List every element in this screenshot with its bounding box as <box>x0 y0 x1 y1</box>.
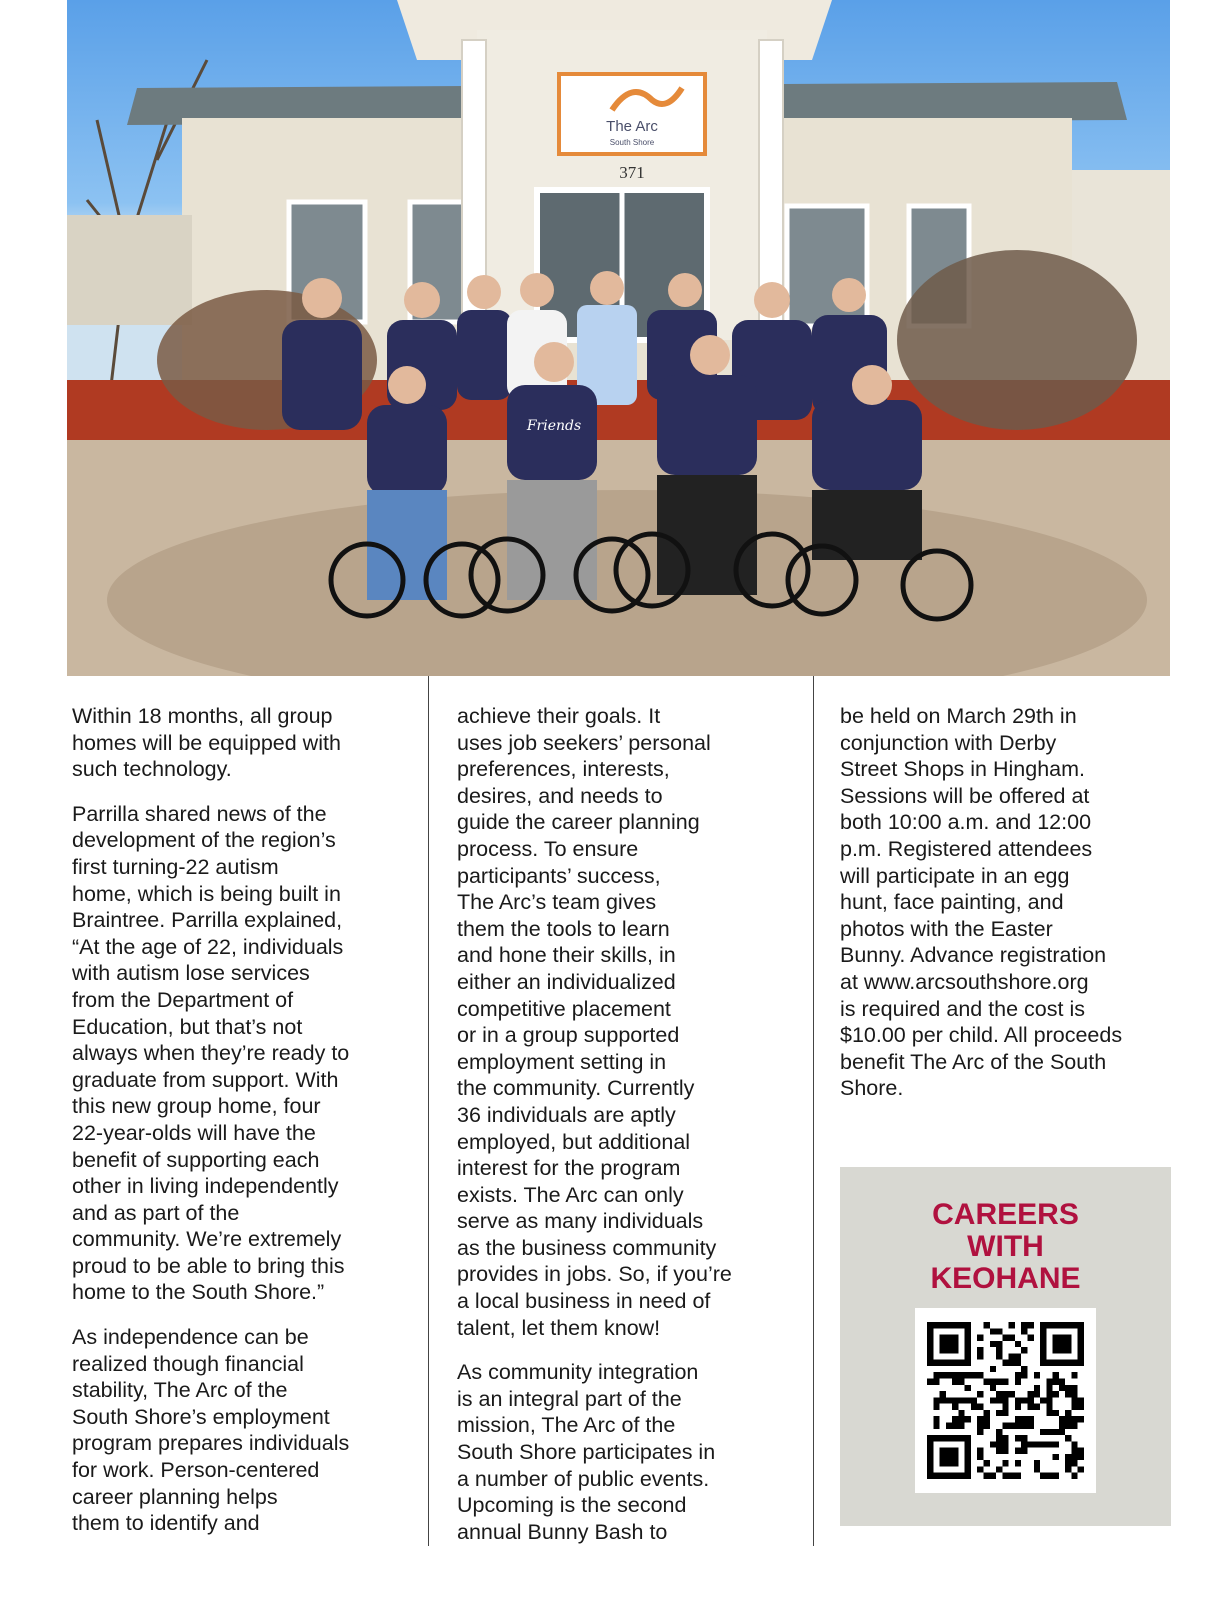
svg-text:South Shore: South Shore <box>609 138 655 147</box>
paragraph: As community integration is an integral part of the mission, The Arc of the South Shore participates in a number of public events. Upcoming is the second annual Bunny Bash to <box>457 1360 716 1544</box>
paragraph: Within 18 months, all group homes will be equipped with such technology. <box>72 704 341 782</box>
building-illustration <box>67 0 1170 676</box>
address-number: 371 <box>619 163 645 182</box>
paragraph: As independence can be realized though financial stability, The Arc of the South Shore’s employment program prepares individuals for work. Person-centered career planning helps them to identify and <box>72 1325 350 1536</box>
article-column-1 <box>72 703 402 1555</box>
paragraph: be held on March 29th in conjunction with Derby Street Shops in Hingham. Sessions will be offered at both 10:00 a.m. and 12:00 p.m. Registered attendees will participate in an egg hunt, face painting, and photos with the Easter Bunny. Advance registration at www.arcsouthshore.org is required and the cost is $10.00 per child. All proceeds benefit The Arc of the South Shore. <box>840 704 1123 1101</box>
column-divider-2 <box>813 676 814 1546</box>
svg-text:The Arc: The Arc <box>606 118 658 135</box>
careers-ad[interactable] <box>840 1167 1171 1526</box>
column-divider-1 <box>428 676 429 1546</box>
ad-title: CAREERS WITH KEOHANE <box>930 1198 1081 1295</box>
qr-code[interactable] <box>915 1308 1096 1493</box>
shirt-logo: Friends <box>526 418 582 434</box>
qr-code-icon <box>927 1322 1084 1479</box>
article-column-2 <box>457 703 787 1563</box>
hero-photo <box>67 0 1170 676</box>
paragraph: Parrilla shared news of the development of the region’s first turning-22 autism home, which is being built in Braintree. Parrilla explained, “At the age of 22, individuals with autism lose services from the Department of Education, but that’s not always when they’re ready to graduate from support. With this new group home, four 22-year-olds will have the benefit of supporting each other in living independently and as part of the community. We’re extremely proud to be able to bring this home to the South Shore.” <box>72 801 350 1305</box>
article-column-3 <box>840 703 1180 1120</box>
arc-sign <box>559 74 705 154</box>
paragraph: achieve their goals. It uses job seekers’ personal preferences, interests, desires, and needs to guide the career planning process. To ensure participants’ success, The Arc’s team gives them the tools to learn and hone their skills, in either an individualized competitive placement or in a group supported employment setting in the community. Currently 36 individuals are aptly employed, but additional interest for the program exists. The Arc can only serve as many individuals as the business community provides in jobs. So, if you’re a local business in need of talent, let them know! <box>457 704 732 1340</box>
